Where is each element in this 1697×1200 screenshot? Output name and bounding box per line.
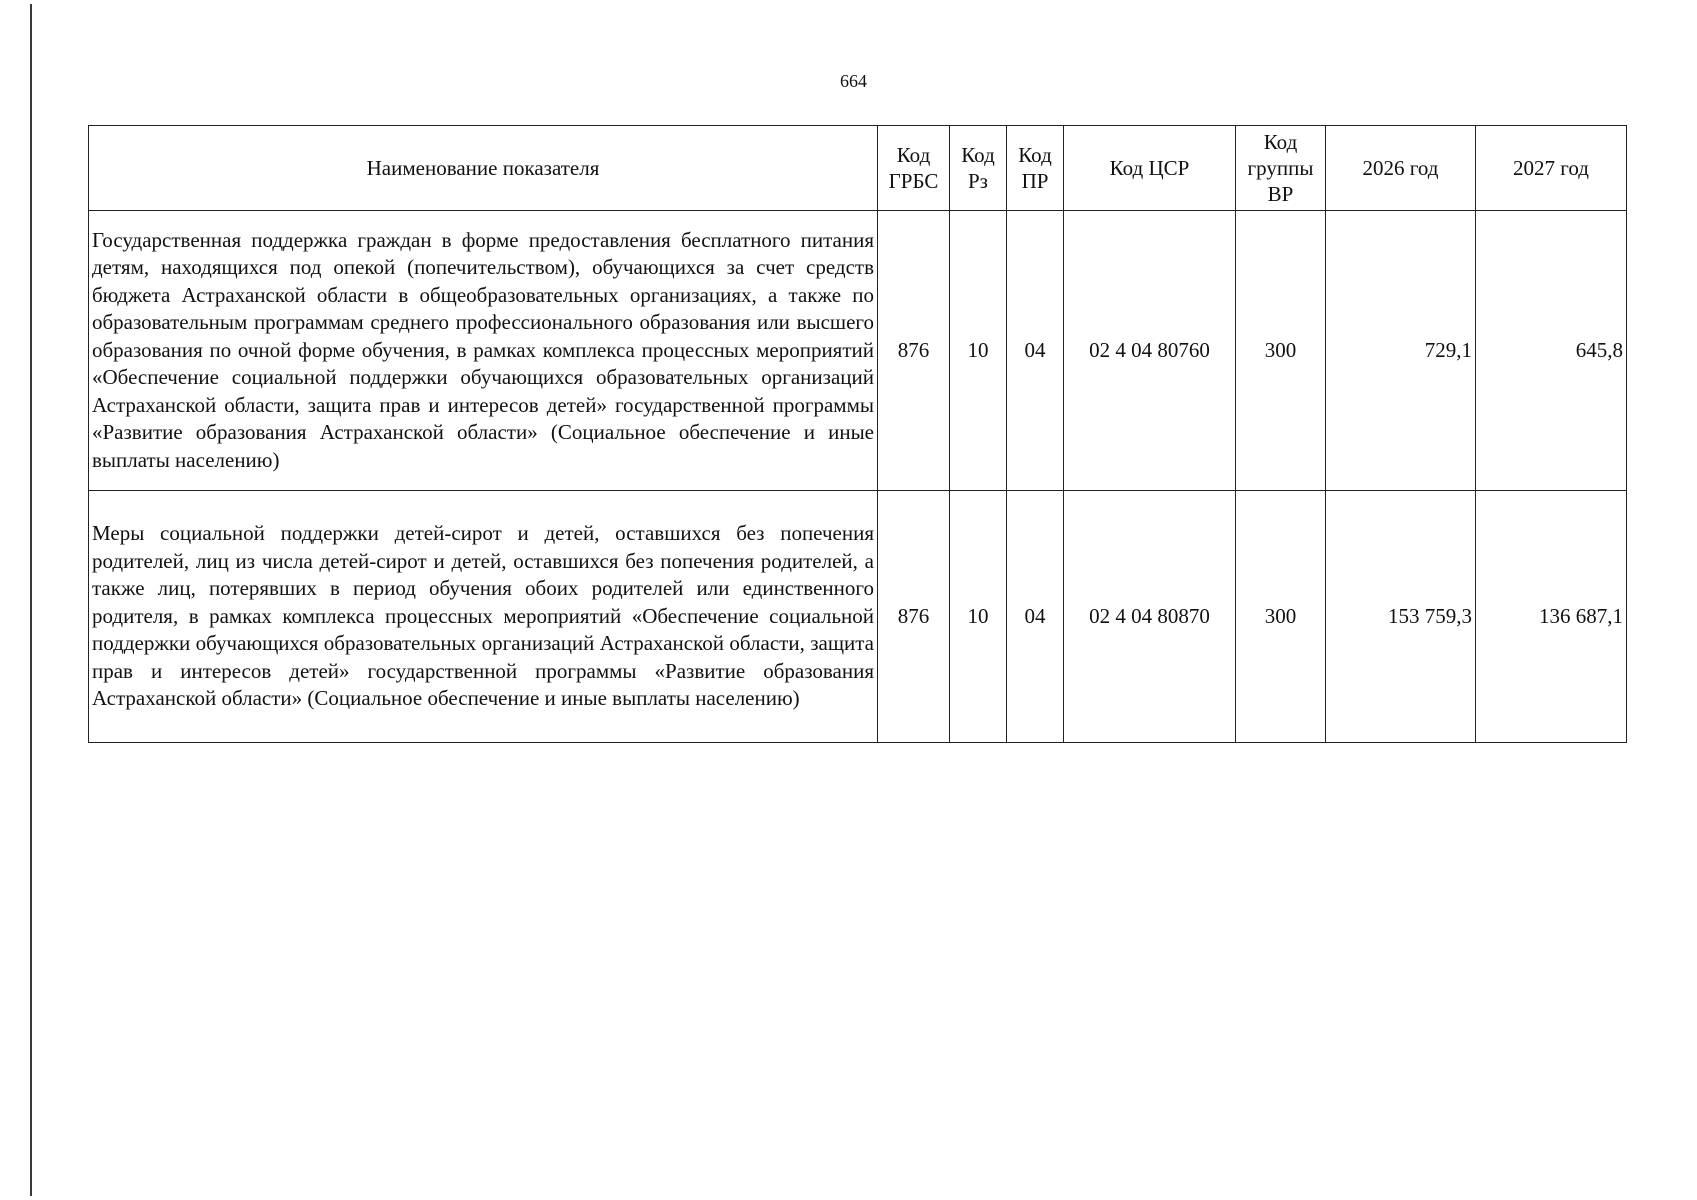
page-number: 664 [840, 71, 867, 91]
table-header-row [89, 126, 1627, 211]
header-vr: Код группы ВР [1236, 126, 1326, 211]
row-name: Государственная поддержка граждан в форме предоставления бесплатного питания детям, находящихся под опекой (попечительством), обучающихся за счет средств бюджета Астраханской области в общеобразовательных организациях, а также по образовательным программам среднего профессионального образования или высшего образования по очной форме обучения, в рамках комплекса процессных мероприятий «Обеспечение социальной поддержки обучающихся образовательных организаций Астраханской области, защита прав и интересов детей» государственной программы «Развитие образования Астраханской области» (Социальное обеспечение и иные выплаты населению) [89, 211, 878, 491]
table-row [89, 211, 1627, 491]
row-pr: 04 [1007, 491, 1064, 743]
header-grbs: Код ГРБС [878, 126, 950, 211]
table-row [89, 491, 1627, 743]
budget-table [88, 125, 1627, 743]
header-2027: 2027 год [1476, 126, 1627, 211]
row-vr: 300 [1236, 211, 1326, 491]
row-2026: 153 759,3 [1326, 491, 1476, 743]
row-pr: 04 [1007, 211, 1064, 491]
row-name: Меры социальной поддержки детей-сирот и детей, оставшихся без попечения родителей, лиц из числа детей-сирот и детей, оставшихся без попечения родителей, а также лиц, потерявших в период обучения обоих родителей или единственного родителя, в рамках комплекса процессных мероприятий «Обеспечение социальной поддержки обучающихся образовательных организаций Астраханской области, защита прав и интересов детей» государственной программы «Развитие образования Астраханской области» (Социальное обеспечение и иные выплаты населению) [89, 491, 878, 743]
row-2027: 136 687,1 [1476, 491, 1627, 743]
header-csr: Код ЦСР [1064, 126, 1236, 211]
row-csr: 02 4 04 80870 [1064, 491, 1236, 743]
row-2027: 645,8 [1476, 211, 1627, 491]
header-rz: Код Рз [950, 126, 1007, 211]
row-csr: 02 4 04 80760 [1064, 211, 1236, 491]
row-rz: 10 [950, 491, 1007, 743]
row-grbs: 876 [878, 491, 950, 743]
binding-margin-line [30, 4, 32, 1196]
row-vr: 300 [1236, 491, 1326, 743]
row-2026: 729,1 [1326, 211, 1476, 491]
row-rz: 10 [950, 211, 1007, 491]
header-2026: 2026 год [1326, 126, 1476, 211]
header-name: Наименование показателя [89, 126, 878, 211]
header-pr: Код ПР [1007, 126, 1064, 211]
row-grbs: 876 [878, 211, 950, 491]
